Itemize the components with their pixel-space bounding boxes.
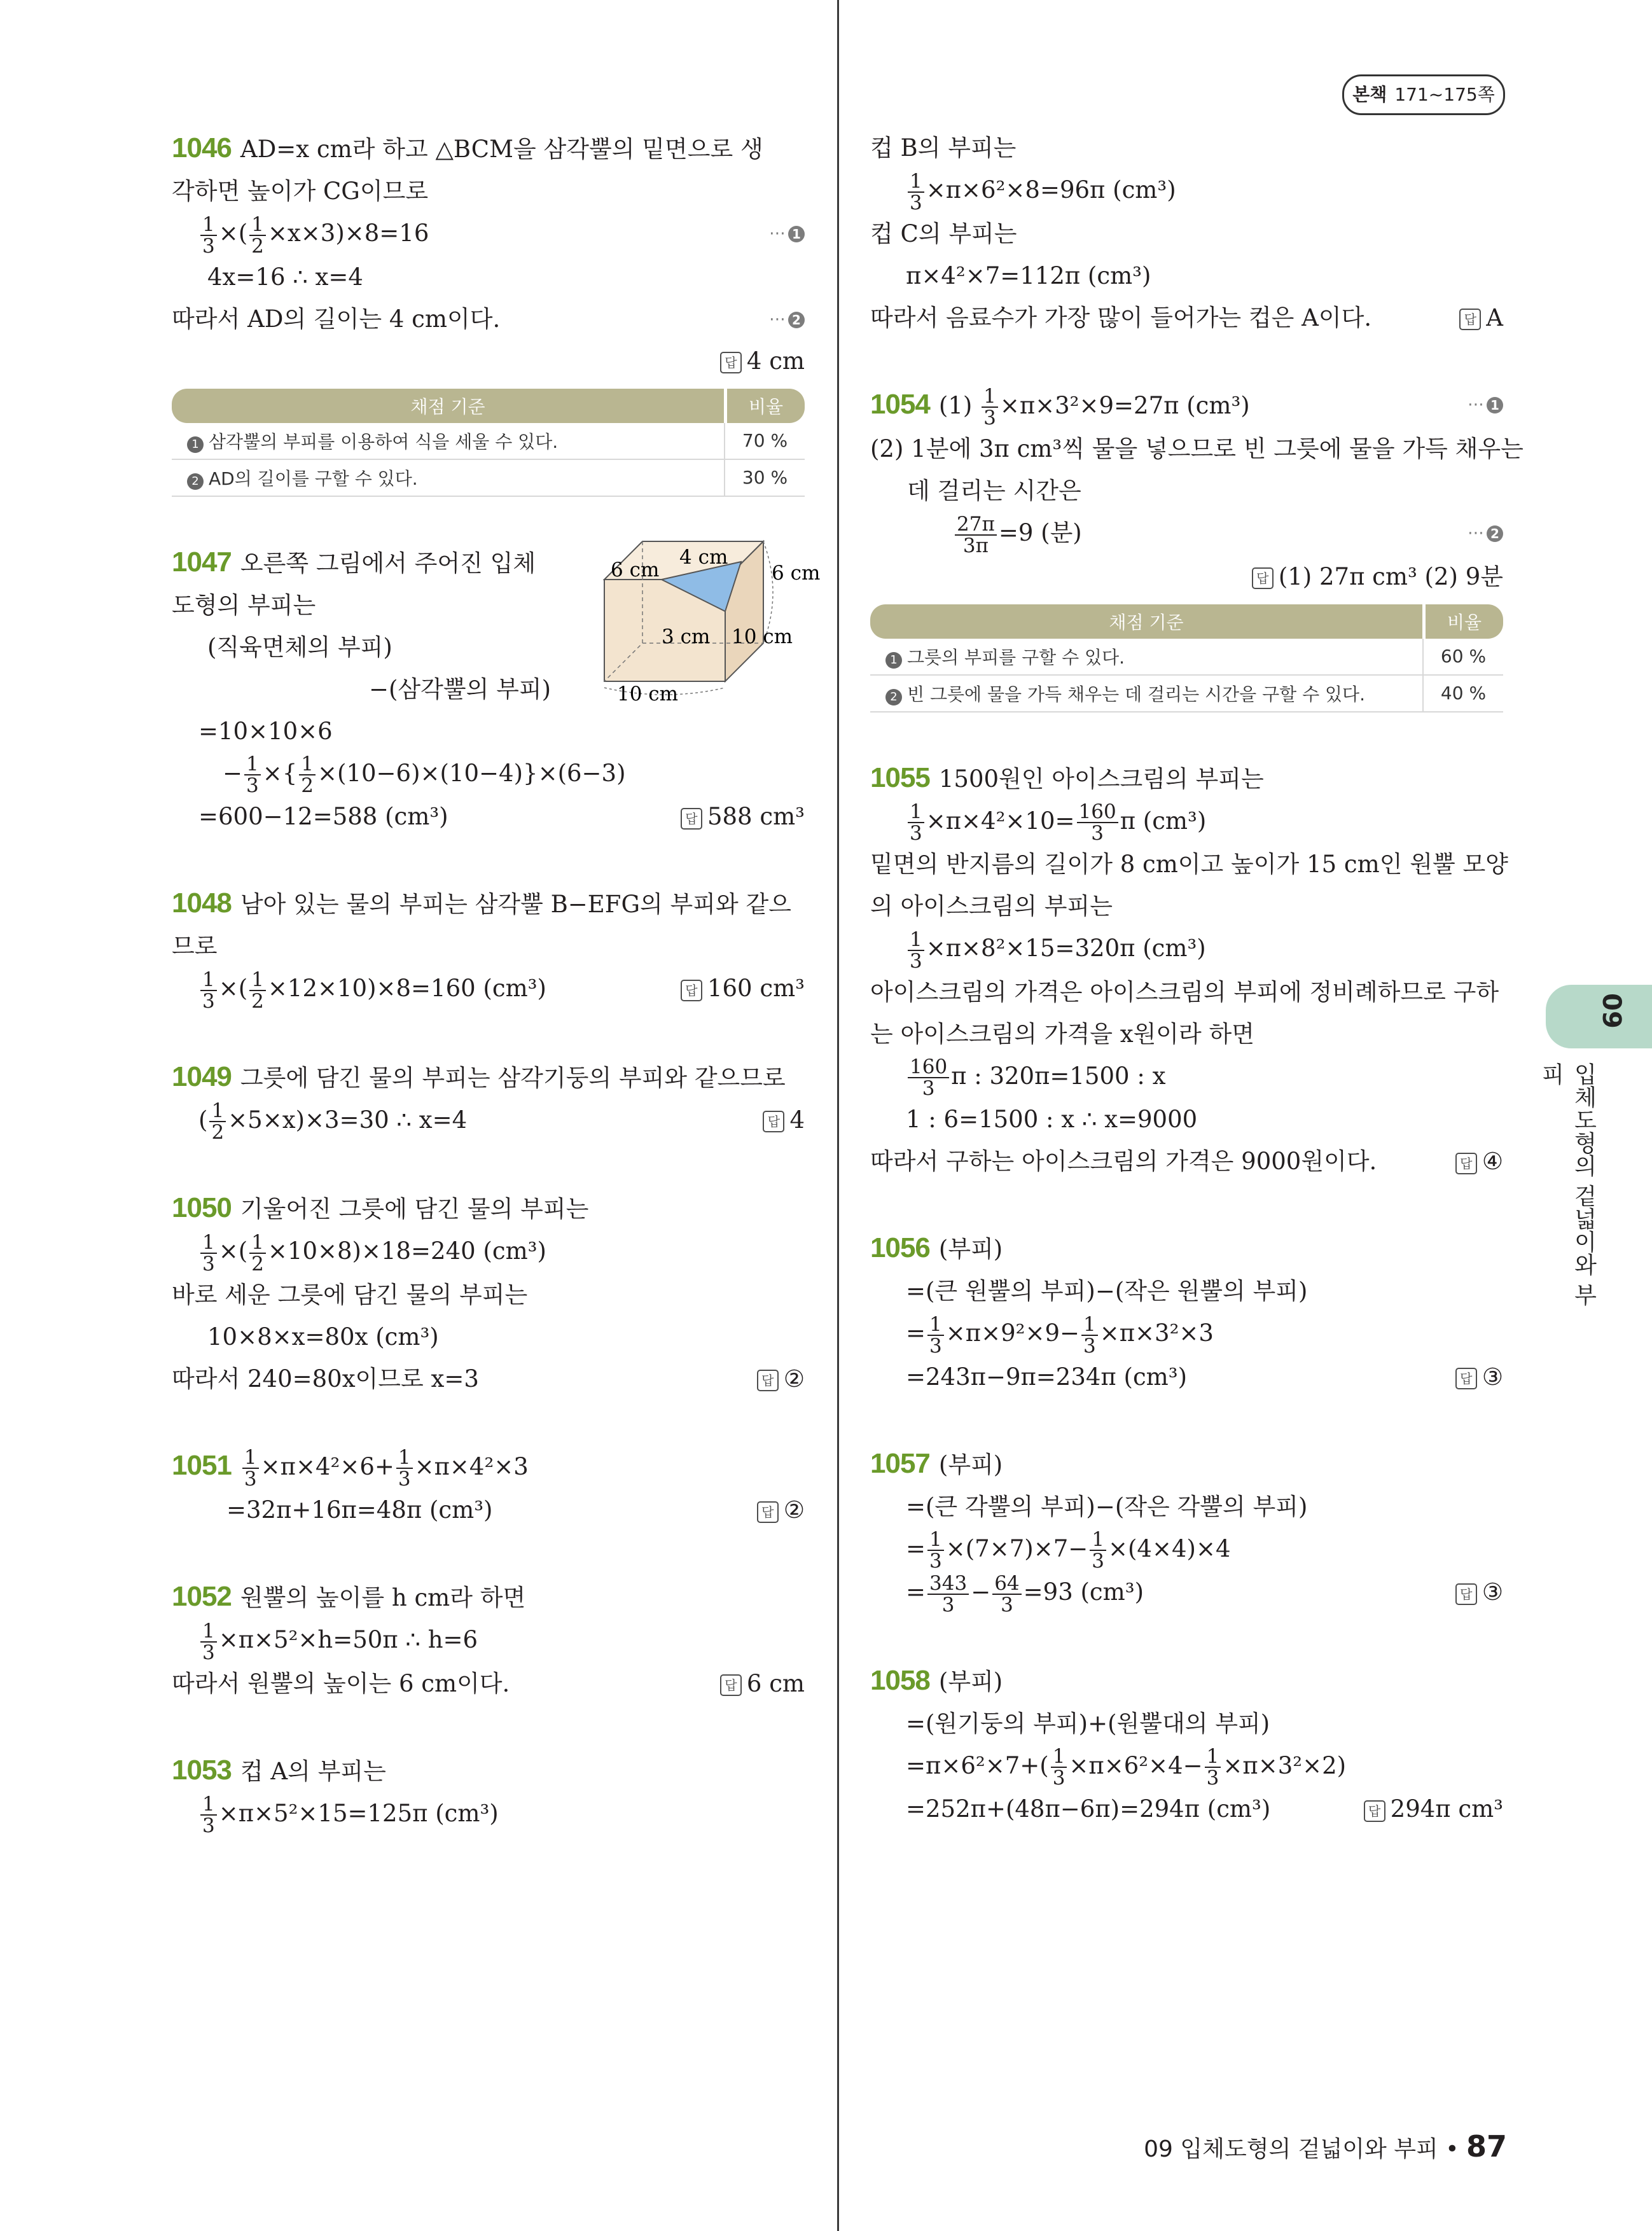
problem-1057: 1057 (부피) =(큰 각뿔의 부피)−(작은 각뿔의 부피) = $\frac{1}{3}$ ×(7×7)×7− $\frac{1}{3}$ ×(4×4)×4 = $\frac{343}{3}$ − $\frac{64}{3}$ =93 (cm³) 답 ③ [870,1447,1503,1616]
answer-icon: 답 [757,1370,779,1391]
grading-ratio: 60 % [1422,639,1503,676]
answer: 답 588 cm³ [681,796,805,838]
problem-number: 1053 [172,1754,232,1786]
solution-text: 따라서 AD의 길이는 4 cm이다. [172,305,501,333]
solution-text: 남아 있는 물의 부피는 삼각뿔 B−EFG의 부피와 같으 [240,891,792,918]
fraction: $\frac{1}{3}$ [200,1232,217,1274]
grading-header: 채점 기준 [870,604,1422,639]
fraction: $\frac{1}{2}$ [249,214,266,256]
solution-text: −(삼각뿔의 부피) [369,675,552,703]
answer-icon: 답 [1455,1153,1477,1174]
solution-text: =(큰 원뿔의 부피)−(작은 원뿔의 부피) [906,1277,1308,1305]
solution-text: 컵 A의 부피는 [240,1757,386,1785]
solution-text: (2) 1분에 3π cm³씩 물을 넣으므로 빈 그릇에 물을 가득 채우는 [870,435,1524,462]
step-marker: ⋯ 1 [1468,384,1503,426]
solution-text: 1500원인 아이스크림의 부피는 [938,765,1264,793]
grading-ratio: 40 % [1422,676,1503,712]
grading-criterion: 2 빈 그릇에 물을 가득 채우는 데 걸리는 시간을 구할 수 있다. [870,676,1422,712]
solution-text: 의 아이스크림의 부피는 [870,893,1113,920]
fraction: $\frac{1}{3}$ [200,214,217,256]
answer: 답 ④ [1455,1141,1503,1183]
solution-text: 오른쪽 그림에서 주어진 입체 [240,549,536,577]
page-footer [1144,2129,1507,2164]
answer-icon: 답 [720,1674,742,1696]
fraction: $\frac{1}{3}$ [244,754,261,796]
solution-text: 밑면의 반지름의 길이가 8 cm이고 높이가 15 cm인 원뿔 모양 [870,851,1508,878]
fraction: $\frac{1}{3}$ [1081,1314,1098,1356]
solution-text: =600−12=588 (cm³) [198,803,448,830]
fraction: $\frac{1}{2}$ [249,970,266,1011]
grading-criterion: 2 AD의 길이를 구할 수 있다. [172,460,724,497]
badge-label: 본책 [1352,84,1387,105]
solution-text: 아이스크림의 가격은 아이스크림의 부피에 정비례하므로 구하 [870,978,1499,1006]
problem-number: 1056 [870,1232,930,1263]
label-10cm-right: 10 cm [732,625,793,648]
problem-number: 1049 [172,1060,232,1092]
answer: 답 294π cm³ [1364,1788,1503,1830]
problem-1052: 1052 원뿔의 높이를 h cm라 하면 $\frac{1}{3}$ ×π×5²×h=50π ∴ h=6 따라서 원뿔의 높이는 6 cm이다. 답 6 cm [172,1576,805,1705]
grading-table [172,389,805,497]
fraction: $\frac{1}{3}$ [1205,1746,1221,1788]
problem-1056: 1056 (부피) =(큰 원뿔의 부피)−(작은 원뿔의 부피) = $\frac{1}{3}$ ×π×9²×9− $\frac{1}{3}$ ×π×3²×3 =243π−9π=234π (cm³) 답 ③ [870,1227,1503,1398]
step-marker: ⋯ 2 [769,298,805,340]
solution-text: =(원기둥의 부피)+(원뿔대의 부피) [906,1709,1270,1737]
fraction: $\frac{1}{3}$ [1051,1746,1067,1788]
solution-text: 므로 [172,933,218,960]
label-6cm-left: 6 cm [611,558,660,581]
label-10cm-bottom: 10 cm [617,682,679,705]
fraction: $\frac{1}{3}$ [396,1447,413,1489]
solution-text: =252π+(48π−6π)=294π (cm³) [906,1795,1271,1823]
answer: 답 4 [763,1099,805,1141]
answer-icon: 답 [1455,1368,1477,1389]
fraction: $\frac{1}{3}$ [927,1314,944,1356]
answer-icon: 답 [1364,1800,1385,1822]
answer-icon: 답 [1455,1583,1477,1605]
label-6cm-right: 6 cm [772,561,821,585]
fraction: $\frac{1}{3}$ [982,386,998,428]
answer: 답 4 cm [172,340,805,382]
page-number: 87 [1466,2129,1507,2164]
solution-text: 따라서 240=80x이므로 x=3 [172,1365,479,1393]
problem-1050: 1050 기울어진 그릇에 담긴 물의 부피는 $\frac{1}{3}$ ×( $\frac{1}{2}$ ×10×8)×18=240 (cm³) 바로 세운 그릇에 담긴 물의 부피는 10×8×x=80x (cm³) 따라서 240=80x이므로 x=3 답 ② [172,1187,805,1400]
solution-text: 데 걸리는 시간은 [907,477,1081,504]
solution-text: 바로 세운 그릇에 담긴 물의 부피는 [172,1281,528,1309]
problem-1047: 1047 오른쪽 그림에서 주어진 입체 도형의 부피는 (직육면체의 부피) −(삼각뿔의 부피) =10×10×6 − $\frac{1}{3}$ ×{ $\frac{1}{2}$ ×(10−6)×(10−4)}×(6−3) =600−12=588 (cm³) 답 588 cm³ 4 cm 6 cm 6 cm 3 cm 10 cm 10 cm [172,541,805,838]
problem-number: 1052 [172,1581,232,1612]
answer-icon: 답 [1252,567,1274,589]
fraction: $\frac{1}{3}$ [200,1621,217,1663]
problem-number: 1054 [870,388,930,420]
problem-1046: 1046 AD=x cm라 하고 △BCM을 삼각뿔의 밑면으로 생 각하면 높이가 CG이므로 $\frac{1}{3}$ ×( $\frac{1}{2}$ ×x×3)×8=16 ⋯ 1 4x=16 ∴ x=4 따라서 AD의 길이는 4 cm이다. ⋯ 2 답 4 cm 채점 기준 비율 1 삼각뿔의 부피를 이용하여 식을 세울 수 있다. 70 % 2 AD의 길이를 구할 수 있다. 30 % [172,127,805,497]
solution-text: 컵 B의 부피는 [870,134,1017,162]
fraction: $\frac{1}{2}$ [249,1232,266,1274]
problem-number: 1047 [172,546,232,578]
answer-icon: 답 [720,352,742,373]
problem-number: 1046 [172,132,232,163]
answer: 답 160 cm³ [681,968,805,1010]
solution-text: =10×10×6 [198,717,333,745]
solution-text: 10×8×x=80x (cm³) [207,1323,439,1351]
step-marker: ⋯ 2 [1468,512,1503,554]
grading-ratio: 30 % [724,460,805,497]
solution-text: 원뿔의 높이를 h cm라 하면 [240,1584,526,1611]
problem-1054: 1054 (1) $\frac{1}{3}$ ×π×3²×9=27π (cm³) ⋯ 1 (2) 1분에 3π cm³씩 물을 넣으므로 빈 그릇에 물을 가득 채우는 데 걸리는 시간은 $\frac{27\pi}{3\pi}$ =9 (분) ⋯ 2 답 (1) 27π cm³ (2) 9분 채점 기준 비율 1 그릇의 부피를 구할 수 있다. 60 % 2 빈 그릇에 물을 가득 채우는 데 걸리는 시간을 구할 수 있다. 40 % [870,384,1503,712]
solution-text: =243π−9π=234π (cm³) [906,1363,1188,1391]
solution-text: =(큰 각뿔의 부피)−(작은 각뿔의 부피) [906,1492,1308,1520]
problem-1055: 1055 1500원인 아이스크림의 부피는 $\frac{1}{3}$ ×π×4²×10= $\frac{160}{3}$ π (cm³) 밑면의 반지름의 길이가 8 cm이고 높이가 15 cm인 원뿔 모양 의 아이스크림의 부피는 $\frac{1}{3}$ ×π×8²×15=320π (cm³) 아이스크림의 가격은 아이스크림의 부피에 정비례하므로 구하 는 아이스크림의 가격을 x원이라 하면 $\frac{160}{3}$ π : 320π=1500 : x 1 : 6=1500 : x ∴ x=9000 따라서 구하는 아이스크림의 가격은 9000원이다. 답 ④ [870,757,1503,1183]
solution-text: 따라서 원뿔의 높이는 6 cm이다. [172,1669,510,1697]
fraction: $\frac{160}{3}$ [908,1057,949,1099]
chapter-side-tab [1546,985,1652,1048]
answer-icon: 답 [763,1111,784,1132]
answer: 답 6 cm [720,1663,805,1705]
answer: 답 ② [757,1489,805,1531]
solution-text: 1 : 6=1500 : x ∴ x=9000 [906,1106,1198,1133]
fraction: $\frac{27\pi}{3\pi}$ [955,514,997,556]
solution-text: (부피) [938,1667,1003,1695]
solution-text: 그릇에 담긴 물의 부피는 삼각기둥의 부피와 같으므로 [240,1064,786,1092]
answer-icon: 답 [757,1501,779,1523]
solution-text: 도형의 부피는 [172,591,316,619]
solution-text: 4x=16 ∴ x=4 [207,263,363,291]
problem-number: 1050 [172,1192,232,1223]
fraction: $\frac{1}{3}$ [908,929,924,971]
problem-1058: 1058 (부피) =(원기둥의 부피)+(원뿔대의 부피) =π×6²×7+( $\frac{1}{3}$ ×π×6²×4− $\frac{1}{3}$ ×π×3²×2) =252π+(48π−6π)=294π (cm³) 답 294π cm³ [870,1660,1503,1831]
answer-icon: 답 [681,980,702,1001]
problem-1051: 1051 $\frac{1}{3}$ ×π×4²×6+ $\frac{1}{3}$ ×π×4²×3 =32π+16π=48π (cm³) 답 ② [172,1445,805,1532]
problem-1048: 1048 남아 있는 물의 부피는 삼각뿔 B−EFG의 부피와 같으 므로 $\frac{1}{3}$ ×( $\frac{1}{2}$ ×12×10)×8=160 (cm³) 답 160 cm³ [172,887,805,1013]
fraction: $\frac{343}{3}$ [927,1573,969,1615]
solution-text: 따라서 구하는 아이스크림의 가격은 9000원이다. [870,1148,1377,1175]
fraction: $\frac{64}{3}$ [992,1573,1021,1615]
fraction: $\frac{1}{3}$ [908,802,924,844]
answer: 답 A [1459,297,1503,339]
grading-ratio: 70 % [724,423,805,460]
footer-dot: • [1445,2136,1459,2162]
label-4cm: 4 cm [679,545,728,569]
prism-figure [592,529,821,707]
fraction: $\frac{160}{3}$ [1077,802,1118,844]
problem-number: 1058 [870,1664,930,1696]
answer-icon: 답 [1459,309,1481,330]
grading-header: 채점 기준 [172,389,724,423]
page-range-badge [1342,74,1505,115]
grading-table [870,604,1503,712]
problem-number: 1048 [172,887,232,919]
solution-text: π×4²×7=112π (cm³) [906,261,1151,289]
grading-criterion: 1 그릇의 부피를 구할 수 있다. [870,639,1422,676]
solution-text: (직육면체의 부피) [207,633,392,661]
problem-number: 1055 [870,761,930,793]
badge-pages: 171~175쪽 [1394,84,1495,105]
right-column [870,127,1524,1875]
fraction: $\frac{1}{2}$ [299,754,316,796]
answer: 답 ③ [1455,1571,1503,1613]
solution-text: 따라서 음료수가 가장 많이 들어가는 컵은 A이다. [870,303,1372,331]
solution-text: 각하면 높이가 CG이므로 [172,177,429,205]
fraction: $\frac{1}{3}$ [927,1529,944,1571]
chapter-number: 09 [1596,993,1626,1029]
fraction: $\frac{1}{3}$ [908,171,924,213]
answer: 답 ② [757,1358,805,1400]
problem-number: 1057 [870,1447,930,1479]
column-divider [837,0,839,2231]
grading-criterion: 1 삼각뿔의 부피를 이용하여 식을 세울 수 있다. [172,423,724,460]
left-column [172,127,821,1880]
fraction: $\frac{1}{3}$ [200,1794,217,1836]
answer-icon: 답 [681,808,702,830]
fraction: $\frac{1}{3}$ [1090,1529,1106,1571]
grading-ratio-header: 비율 [724,389,805,423]
solution-text: 기울어진 그릇에 담긴 물의 부피는 [240,1195,589,1223]
problem-1053-continued: 컵 B의 부피는 $\frac{1}{3}$ ×π×6²×8=96π (cm³) 컵 C의 부피는 π×4²×7=112π (cm³) 따라서 음료수가 가장 많이 들어가는 컵은 A이다. 답 A [870,127,1503,339]
problem-number: 1051 [172,1449,232,1481]
answer: 답 (1) 27π cm³ (2) 9분 [870,556,1503,598]
solution-text: (부피) [938,1450,1003,1478]
fraction: $\frac{1}{3}$ [242,1447,259,1489]
label-3cm: 3 cm [662,625,711,648]
chapter-side-title: 입체도형의 겉넓이와 부피 [1538,1062,1597,1306]
grading-ratio-header: 비율 [1422,604,1503,639]
problem-1053: 1053 컵 A의 부피는 $\frac{1}{3}$ ×π×5²×15=125π (cm³) [172,1754,499,1837]
answer: 답 ③ [1455,1356,1503,1398]
fraction: $\frac{1}{3}$ [200,970,217,1011]
step-marker: ⋯ 1 [769,212,805,254]
solution-text: AD=x cm라 하고 △BCM을 삼각뿔의 밑면으로 생 [240,136,763,163]
footer-chapter: 09 입체도형의 겉넓이와 부피 [1144,2136,1438,2162]
problem-1049: 1049 그릇에 담긴 물의 부피는 삼각기둥의 부피와 같으므로 ( $\frac{1}{2}$ ×5×x)×3=30 ∴ x=4 답 4 [172,1060,805,1144]
solution-text: 는 아이스크림의 가격을 x원이라 하면 [870,1020,1255,1048]
solution-text: 컵 C의 부피는 [870,219,1017,247]
solution-text: (부피) [938,1235,1003,1263]
solution-text: =32π+16π=48π (cm³) [226,1496,493,1524]
fraction: $\frac{1}{2}$ [209,1101,226,1143]
